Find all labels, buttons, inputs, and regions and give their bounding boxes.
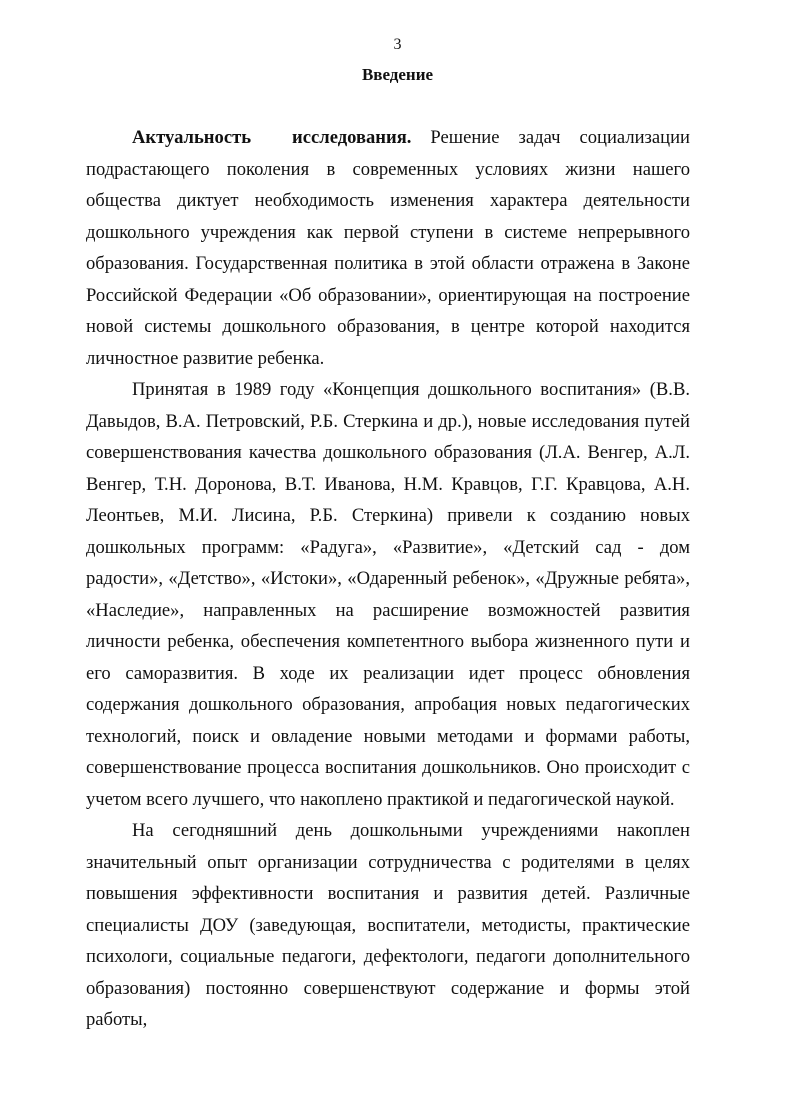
paragraph-text: Решение задач социализации подрастающего поколения в современных условиях жизни нашего общества диктует необходимость изменения характера деятельности дошкольного учреждения как первой ступени в системе непрерывного образования. Государственная политика в этой области отражена в Законе Российской Федерации «Об образовании», ориентирующая на построение новой системы дошкольного образования, в центре которой находится личностное развитие ребенка. <box>86 127 690 369</box>
body-text <box>86 122 690 1036</box>
page-number: 3 <box>393 36 402 53</box>
paragraph-3: На сегодняшний день дошкольными учреждениями накоплен значительный опыт организации сотрудничества с родителями в целях повышения эффективности воспитания и развития детей. Различные специалисты ДОУ (заведующая, воспитатели, методисты, практические психологи, социальные педагоги, дефектологи, педагоги дополнительного образования) постоянно совершенствуют содержание и формы этой работы, <box>86 820 690 1030</box>
paragraph-lead: Актуальность исследования. <box>132 127 412 148</box>
paragraph-1 <box>86 122 690 374</box>
paragraph-2: Принятая в 1989 году «Концепция дошкольного воспитания» (В.В. Давыдов, В.А. Петровский, Р.Б. Стеркина и др.), новые исследования путей совершенствования качества дошкольного образования (Л.А. Венгер, А.Л. Венгер, Т.Н. Доронова, В.Т. Иванова, Н.М. Кравцов, Г.Г. Кравцова, А.Н. Леонтьев, М.И. Лисина, Р.Б. Стеркина) привели к созданию новых дошкольных программ: «Радуга», «Развитие», «Детский сад - дом радости», «Детство», «Истоки», «Одаренный ребенок», «Дружные ребята», «Наследие», направленных на расширение возможностей развития личности ребенка, обеспечения компетентного выбора жизненного пути и его саморазвития. В ходе их реализации идет процесс обновления содержания дошкольного образования, апробация новых педагогических технологий, поиск и овладение новыми методами и формами работы, совершенствование процесса воспитания дошкольников. Оно происходит с учетом всего лучшего, что накоплено практикой и педагогической наукой. <box>86 379 690 810</box>
page-title: Введение <box>361 65 434 84</box>
